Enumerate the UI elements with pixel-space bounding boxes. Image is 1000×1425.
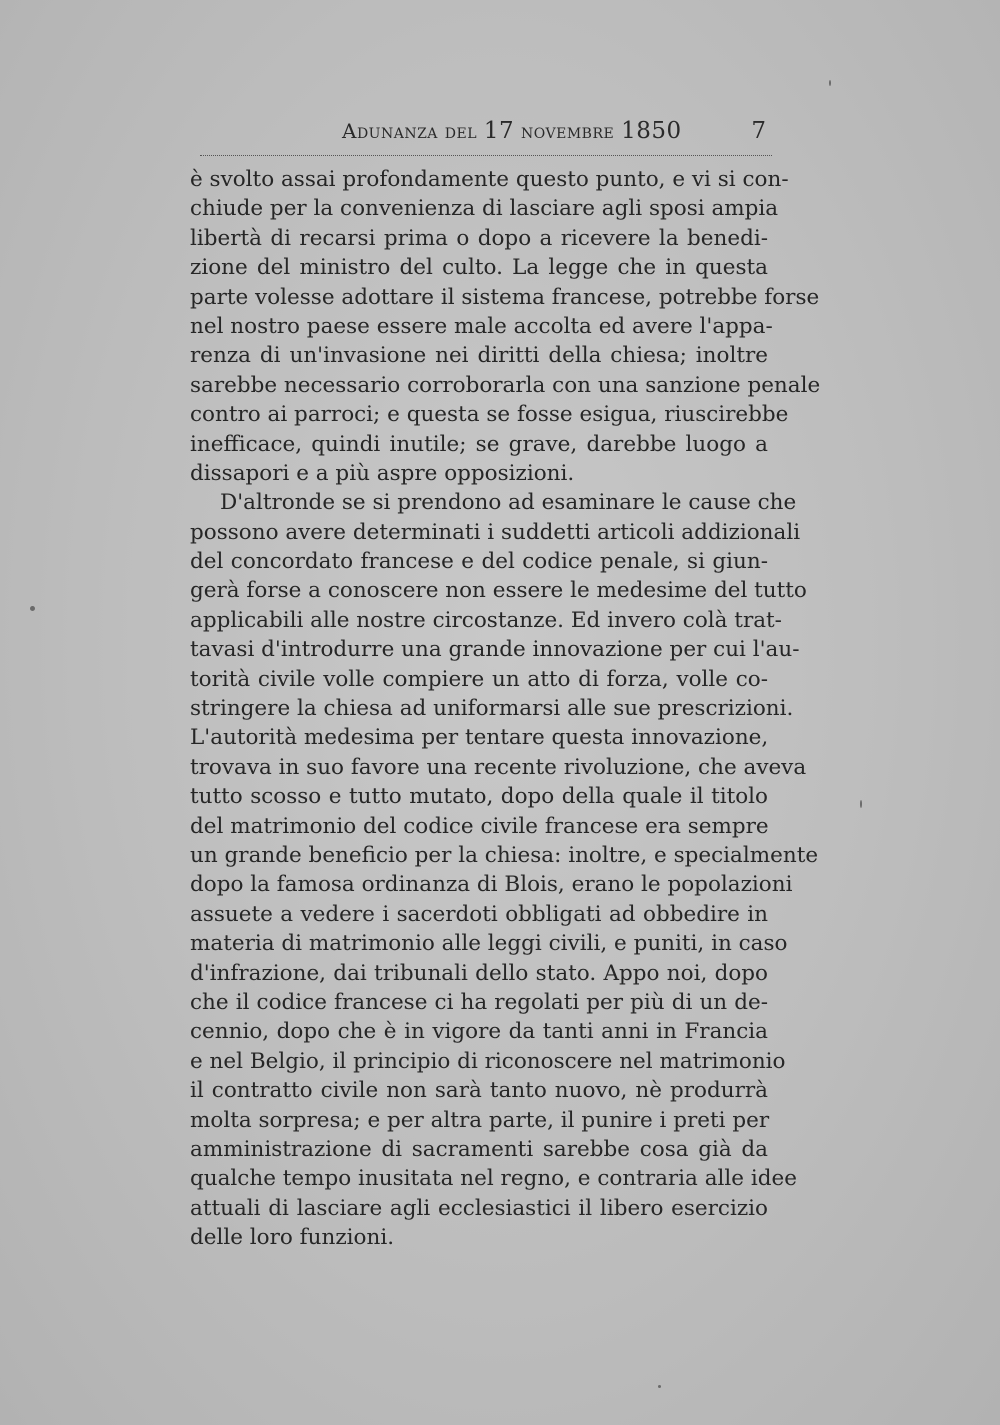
- page-number: 7: [751, 118, 766, 144]
- paper-speck: [658, 1385, 661, 1388]
- text-line: e nel Belgio, il principio di riconoscere nel matrimonio: [190, 1048, 786, 1074]
- text-line: L'autorità medesima per tentare questa innovazione,: [190, 725, 769, 751]
- text-line: contro ai parroci; e questa se fosse esigua, riuscirebbe: [190, 402, 789, 428]
- body-text: [190, 165, 821, 1252]
- text-line: dissapori e a più aspre opposizioni.: [190, 460, 575, 486]
- text-line: amministrazione di sacramenti sarebbe cosa già da: [190, 1136, 768, 1162]
- text-line: assuete a vedere i sacerdoti obbligati ad obbedire in: [190, 901, 768, 927]
- text-line: applicabili alle nostre circostanze. Ed invero colà trat-: [190, 607, 782, 633]
- header-rule: [200, 155, 772, 156]
- text-line: zione del ministro del culto. La legge che in questa: [190, 255, 768, 281]
- text-line: materia di matrimonio alle leggi civili, e puniti, in caso: [190, 931, 788, 957]
- text-line: delle loro funzioni.: [190, 1225, 395, 1251]
- text-line: nel nostro paese essere male accolta ed avere l'appa-: [190, 313, 773, 339]
- text-line: stringere la chiesa ad uniformarsi alle sue prescrizioni.: [190, 696, 794, 722]
- text-line: libertà di recarsi prima o dopo a ricevere la benedi-: [190, 225, 768, 251]
- running-title-year: 1850: [621, 118, 682, 144]
- paper-speck: [30, 606, 35, 611]
- text-line: del concordato francese e del codice penale, si giun-: [190, 549, 768, 575]
- text-line: molta sorpresa; e per altra parte, il punire i preti per: [190, 1107, 770, 1133]
- text-line: possono avere determinati i suddetti articoli addizionali: [190, 519, 801, 545]
- text-line: tavasi d'introdurre una grande innovazione per cui l'au-: [190, 637, 800, 663]
- paper-speck: [829, 80, 831, 86]
- text-line: un grande beneficio per la chiesa: inoltre, e specialmente: [190, 842, 819, 868]
- text-line: qualche tempo inusitata nel regno, e contraria alle idee: [190, 1166, 797, 1192]
- page-header: [200, 118, 772, 158]
- text-line: del matrimonio del codice civile francese era sempre: [190, 813, 769, 839]
- text-line: chiude per la convenienza di lasciare agli sposi ampia: [190, 196, 779, 222]
- paragraph-1: [190, 165, 821, 488]
- paragraph-2: [190, 488, 819, 1252]
- text-line: il contratto civile non sarà tanto nuovo, nè produrrà: [190, 1078, 768, 1104]
- text-line: D'altronde se si prendono ad esaminare le cause che: [220, 490, 797, 516]
- running-title: [342, 118, 682, 144]
- text-line: sarebbe necessario corroborarla con una sanzione penale: [190, 372, 821, 398]
- running-title-text: Adunanza del: [342, 119, 484, 143]
- text-line: tutto scosso e tutto mutato, dopo della quale il titolo: [190, 784, 768, 810]
- text-line: parte volesse adottare il sistema francese, potrebbe forse: [190, 284, 820, 310]
- running-title-day: 17: [483, 118, 515, 144]
- text-line: dopo la famosa ordinanza di Blois, erano le popolazioni: [190, 872, 793, 898]
- text-line: renza di un'invasione nei diritti della chiesa; inoltre: [190, 343, 768, 369]
- text-line: inefficace, quindi inutile; se grave, darebbe luogo a: [190, 431, 768, 457]
- running-title-month: novembre: [514, 119, 622, 143]
- text-line: torità civile volle compiere un atto di forza, volle co-: [190, 666, 768, 692]
- text-line: gerà forse a conoscere non essere le medesime del tutto: [190, 578, 807, 604]
- text-line: è svolto assai profondamente questo punto, e vi si con-: [190, 167, 789, 192]
- text-line: d'infrazione, dai tribunali dello stato. Appo noi, dopo: [190, 960, 768, 986]
- text-line: attuali di lasciare agli ecclesiastici il libero esercizio: [190, 1195, 768, 1221]
- text-line: cennio, dopo che è in vigore da tanti anni in Francia: [190, 1019, 768, 1045]
- text-line: che il codice francese ci ha regolati per più di un de-: [190, 989, 768, 1015]
- text-line: trovava in suo favore una recente rivoluzione, che aveva: [190, 754, 807, 780]
- paper-speck: [860, 800, 862, 808]
